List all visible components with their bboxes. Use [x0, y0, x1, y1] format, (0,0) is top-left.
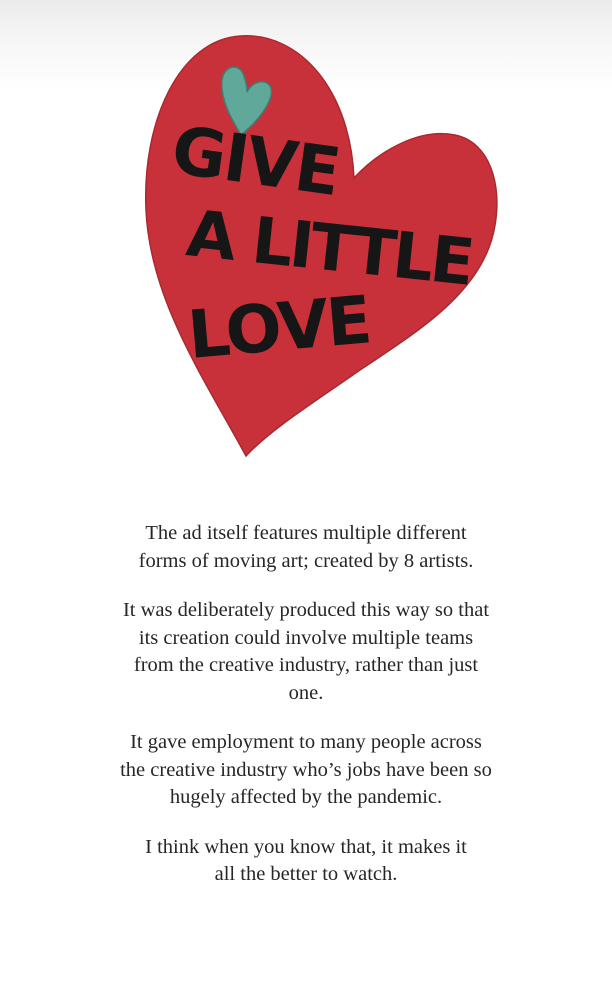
caption-paragraph-3 [40, 729, 572, 812]
red-heart-icon [0, 0, 612, 480]
caption-paragraph-4 [40, 834, 572, 889]
caption-line: The ad itself features multiple different [145, 522, 467, 544]
lettering-line-a-little: A LITTLE [183, 197, 475, 301]
caption-line: hugely affected by the pandemic. [169, 786, 443, 808]
caption-line: its creation could involve multiple teams [138, 626, 474, 649]
lettering-line-love: LOVE [184, 281, 373, 374]
caption-line: from the creative industry, rather than just [133, 654, 479, 676]
caption-line: all the better to watch. [214, 863, 398, 885]
give-a-little-love-artwork [0, 0, 612, 480]
caption-text [40, 520, 572, 911]
caption-line: one. [288, 681, 324, 704]
caption-line: It gave employment to many people across [130, 731, 482, 753]
lettering-line-give: GIVE [167, 111, 344, 211]
caption-line: the creative industry who’s jobs have been so [120, 758, 492, 781]
caption-paragraph-2 [40, 597, 572, 707]
caption-line: forms of moving art; created by 8 artists. [138, 549, 474, 572]
caption-paragraph-1 [40, 520, 572, 575]
caption-line: It was deliberately produced this way so that [122, 599, 490, 621]
caption-line: I think when you know that, it makes it [145, 835, 467, 858]
